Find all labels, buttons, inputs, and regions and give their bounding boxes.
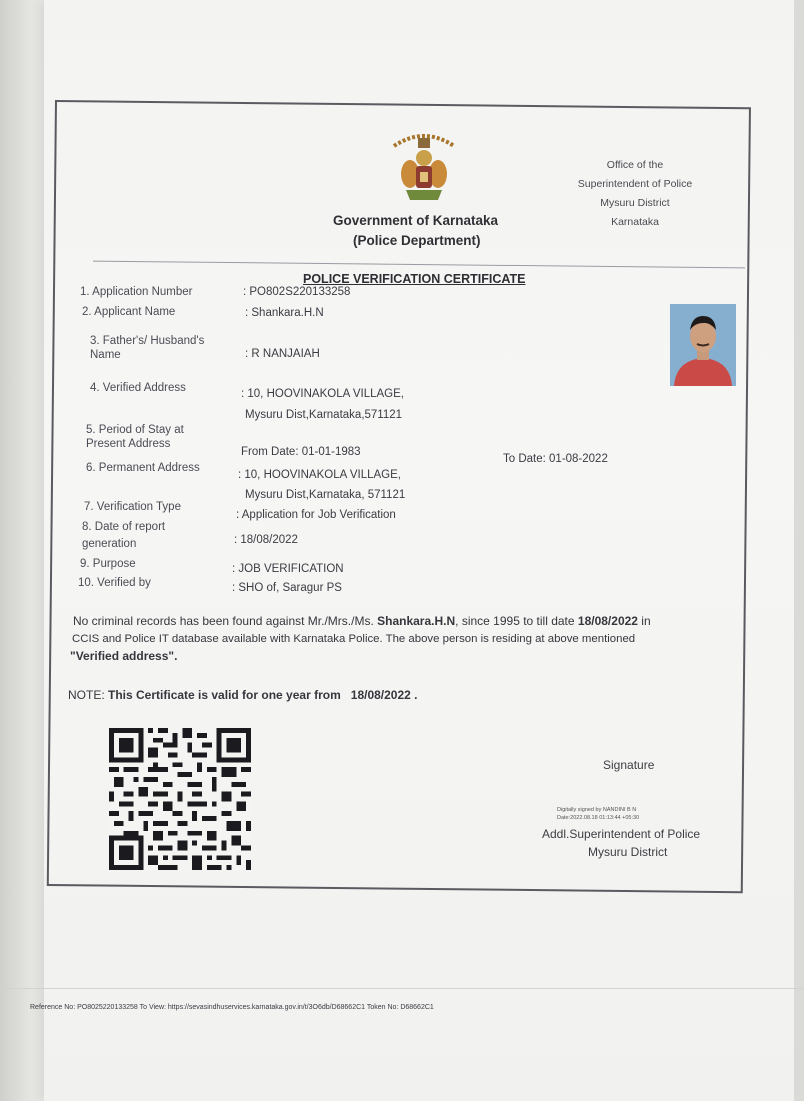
label-verified-by: 10. Verified by bbox=[78, 577, 151, 589]
office-line: Mysuru District bbox=[600, 197, 670, 209]
label-period-of-stay-2: Present Address bbox=[86, 438, 171, 450]
value-verified-address-1: : 10, HOOVINAKOLA VILLAGE, bbox=[241, 388, 404, 400]
value-purpose: : JOB VERIFICATION bbox=[232, 563, 344, 575]
statement-line-2: CCIS and Police IT database available with Karnataka Police. The above person is residing at above mentioned bbox=[72, 633, 636, 645]
label-purpose: 9. Purpose bbox=[80, 558, 136, 570]
department-title: (Police Department) bbox=[353, 233, 481, 248]
office-line: Superintendent of Police bbox=[577, 178, 693, 190]
statement-text: , since 1995 to till date bbox=[455, 614, 578, 628]
office-address bbox=[560, 156, 710, 232]
certificate-title: POLICE VERIFICATION CERTIFICATE bbox=[303, 272, 526, 286]
value-permanent-address-1: : 10, HOOVINAKOLA VILLAGE, bbox=[238, 469, 401, 481]
signatory-district: Mysuru District bbox=[588, 845, 668, 859]
applicant-photo bbox=[670, 304, 736, 386]
validity-note bbox=[68, 688, 418, 702]
page-divider bbox=[0, 988, 804, 989]
label-period-of-stay: 5. Period of Stay at bbox=[86, 424, 184, 436]
karnataka-emblem-icon bbox=[384, 128, 464, 208]
label-applicant-name: 2. Applicant Name bbox=[82, 306, 176, 318]
statement-text: in bbox=[637, 614, 651, 628]
statement-line-3: "Verified address". bbox=[70, 649, 178, 663]
value-applicant-name: : Shankara.H.N bbox=[245, 307, 324, 319]
value-to-date: To Date: 01-08-2022 bbox=[503, 453, 608, 465]
statement-line-1 bbox=[73, 612, 651, 631]
statement-name: Shankara.H.N bbox=[377, 614, 456, 628]
label-application-number: 1. Application Number bbox=[80, 286, 193, 298]
signatory-designation: Addl.Superintendent of Police bbox=[542, 827, 701, 841]
digital-signature-line-1: Digitally signed by NANDINI B N bbox=[557, 807, 637, 813]
government-title: Government of Karnataka bbox=[333, 213, 499, 228]
value-from-date: From Date: 01-01-1983 bbox=[241, 446, 361, 458]
label-report-date-2: generation bbox=[82, 538, 137, 550]
label-verification-type: 7. Verification Type bbox=[84, 501, 181, 513]
value-verified-address-2: Mysuru Dist,Karnataka,571121 bbox=[245, 409, 403, 421]
label-father-name: 3. Father's/ Husband's bbox=[90, 335, 205, 347]
value-permanent-address-2: Mysuru Dist,Karnataka, 571121 bbox=[245, 489, 406, 501]
label-report-date: 8. Date of report bbox=[82, 521, 166, 533]
note-text: This Certificate is valid for one year from bbox=[108, 688, 345, 702]
value-verification-type: : Application for Job Verification bbox=[236, 509, 396, 521]
note-prefix: NOTE: bbox=[68, 688, 109, 702]
value-report-date: : 18/08/2022 bbox=[234, 534, 298, 546]
value-verified-by: : SHO of, Saragur PS bbox=[232, 582, 342, 594]
label-father-name-2: Name bbox=[90, 349, 121, 361]
office-line: Karnataka bbox=[611, 216, 659, 228]
office-line: Office of the bbox=[606, 159, 664, 171]
statement-date: 18/08/2022 bbox=[577, 614, 638, 628]
note-date: 18/08/2022 . bbox=[350, 688, 418, 702]
label-permanent-address: 6. Permanent Address bbox=[86, 462, 200, 474]
label-verified-address: 4. Verified Address bbox=[90, 382, 186, 394]
footer-reference: Reference No: PO8025220133258 To View: https://sevasindhuservices.karnataka.gov.in/t/3O6db/D68662C1 Token No: D68662C1 bbox=[30, 1004, 434, 1011]
person-photo-icon bbox=[670, 304, 736, 386]
value-father-name: : R NANJAIAH bbox=[245, 348, 320, 360]
digital-signature-line-2: Date:2022.08.18 01:13:44 +05:30 bbox=[557, 815, 640, 821]
statement-text: No criminal records has been found against Mr./Mrs./Ms. bbox=[73, 614, 378, 628]
value-application-number: : PO802S220133258 bbox=[243, 286, 351, 298]
signature-label: Signature bbox=[603, 758, 655, 772]
qr-code-icon bbox=[107, 728, 253, 870]
